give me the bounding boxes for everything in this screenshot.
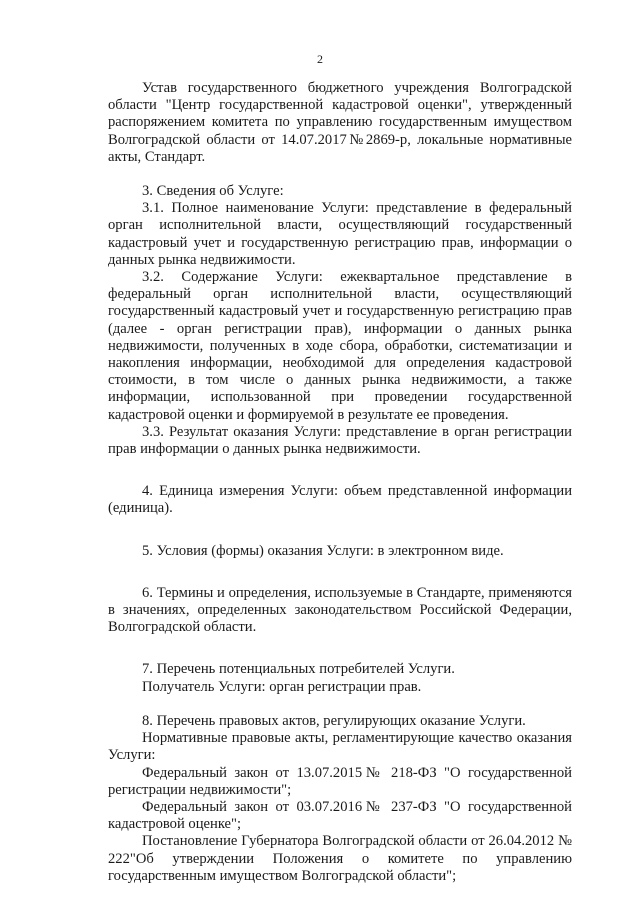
section-6: 6. Термины и определения, используемые в Стандарте, применяются в значениях, определенных законодательством Российской Федерации, Волгоградской области. (108, 584, 572, 636)
paragraph-charter: Устав государственного бюджетного учреждения Волгоградской области "Центр государственной кадастровой оценки", утвержденный распоряжением комитета по управлению государственным имуществом Волгоградской области от 14.07.2017№2869-р, локальные нормативные акты, Стандарт. (108, 80, 572, 165)
section-7-heading: 7. Перечень потенциальных потребителей Услуги. (142, 661, 455, 678)
page-number: 2 (317, 52, 323, 66)
paragraph-recipient: Получатель Услуги: орган регистрации прав. (142, 678, 422, 695)
paragraph-law-237: Федеральный закон от 03.07.2016№ 237-ФЗ "О государственной кадастровой оценке"; (108, 798, 572, 833)
paragraph-law-218: Федеральный закон от 13.07.2015№ 218-ФЗ "О государственной регистрации недвижимости"; (108, 764, 572, 798)
paragraph-3-3: 3.3. Результат оказания Услуги: представление в орган регистрации прав информации о данных рынка недвижимости. (108, 423, 572, 458)
paragraph-3-2: 3.2. Содержание Услуги: ежеквартальное представление в федеральный орган исполнительной власти, осуществляющий государственный кадастровый учет и государственную регистрацию прав (далее - орган регистрации прав), информации о данных рынка недвижимости, полученных в ходе сбора, обработки, систематизации и накопления информации, необходимой для определения кадастровой стоимости, в том числе о данных рынка недвижимости, а также информации, использованной при проведении государственной кадастровой оценки и формируемой в результате ее проведения. (108, 269, 572, 423)
section-8-heading: 8. Перечень правовых актов, регулирующих оказание Услуги. (142, 712, 526, 729)
section-5: 5. Условия (формы) оказания Услуги: в электронном виде. (142, 542, 504, 559)
paragraph-normative-acts: Нормативные правовые акты, регламентирующие качество оказания Услуги: (108, 730, 572, 764)
document-body (108, 80, 572, 885)
paragraph-resolution-222: Постановление Губернатора Волгоградской области от 26.04.2012 № 222"Об утверждении Положения о комитете по управлению государственным имуществом Волгоградской области"; (108, 833, 572, 884)
section-4: 4. Единица измерения Услуги: объем представленной информации (единица). (108, 483, 572, 517)
section-3-heading: 3. Сведения об Услуге: (142, 183, 284, 200)
paragraph-3-1: 3.1. Полное наименование Услуги: представление в федеральный орган исполнительной власти, осуществляющий государственный кадастровый учет и государственную регистрацию прав, информации о данных рынка недвижимости. (108, 200, 572, 268)
